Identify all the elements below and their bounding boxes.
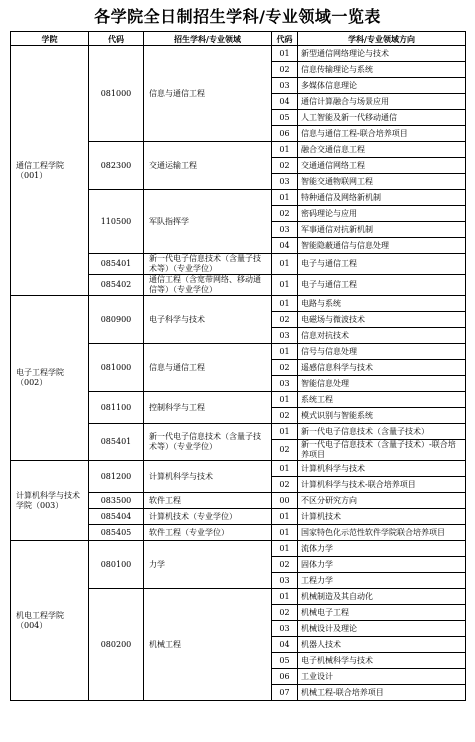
major-name: 新一代电子信息技术（含量子技术等）（专业学位） <box>144 424 272 461</box>
direction-code: 04 <box>272 637 298 653</box>
direction-code: 01 <box>272 254 298 275</box>
major-name: 机械工程 <box>144 589 272 701</box>
table-row <box>11 46 466 62</box>
direction-code: 01 <box>272 275 298 296</box>
direction-name: 机械电子工程 <box>298 605 466 621</box>
direction-name: 计算机科学与技术 <box>298 461 466 477</box>
direction-name: 电磁场与微波技术 <box>298 312 466 328</box>
direction-code: 07 <box>272 685 298 701</box>
major-code: 080100 <box>89 541 144 589</box>
college-name: 通信工程学院 （001） <box>11 46 89 296</box>
direction-code: 02 <box>272 408 298 424</box>
direction-name: 流体力学 <box>298 541 466 557</box>
major-name: 信息与通信工程 <box>144 344 272 392</box>
direction-code: 03 <box>272 573 298 589</box>
major-code: 085404 <box>89 509 144 525</box>
direction-name: 智能隐蔽通信与信息处理 <box>298 238 466 254</box>
direction-name: 电路与系统 <box>298 296 466 312</box>
direction-name: 多媒体信息理论 <box>298 78 466 94</box>
direction-name: 通信计算融合与场景应用 <box>298 94 466 110</box>
direction-name: 机械工程-联合培养项目 <box>298 685 466 701</box>
header-direction-name: 学科/专业领域方向 <box>298 32 466 46</box>
direction-name: 密码理论与应用 <box>298 206 466 222</box>
direction-code: 04 <box>272 238 298 254</box>
major-code: 081200 <box>89 461 144 493</box>
direction-code: 03 <box>272 376 298 392</box>
header-college: 学院 <box>11 32 89 46</box>
direction-code: 01 <box>272 296 298 312</box>
direction-name: 军事通信对抗新机制 <box>298 222 466 238</box>
direction-code: 02 <box>272 158 298 174</box>
direction-name: 信号与信息处理 <box>298 344 466 360</box>
major-code: 085401 <box>89 254 144 275</box>
direction-code: 02 <box>272 605 298 621</box>
direction-code: 03 <box>272 174 298 190</box>
direction-name: 电子与通信工程 <box>298 254 466 275</box>
direction-name: 工业设计 <box>298 669 466 685</box>
major-code: 080900 <box>89 296 144 344</box>
direction-code: 01 <box>272 190 298 206</box>
major-code: 081100 <box>89 392 144 424</box>
college-name: 计算机科学与技术学院（003） <box>11 461 89 541</box>
direction-code: 05 <box>272 110 298 126</box>
direction-name: 特种通信及网络新机制 <box>298 190 466 206</box>
direction-code: 06 <box>272 126 298 142</box>
college-name: 机电工程学院 （004） <box>11 541 89 701</box>
direction-code: 02 <box>272 206 298 222</box>
major-name: 新一代电子信息技术（含量子技术等）（专业学位） <box>144 254 272 275</box>
direction-name: 固体力学 <box>298 557 466 573</box>
major-code: 110500 <box>89 190 144 254</box>
direction-code: 01 <box>272 424 298 440</box>
college-name: 电子工程学院 （002） <box>11 296 89 461</box>
major-name: 计算机科学与技术 <box>144 461 272 493</box>
direction-code: 01 <box>272 509 298 525</box>
major-code: 082300 <box>89 142 144 190</box>
direction-name: 智能信息处理 <box>298 376 466 392</box>
major-name: 软件工程（专业学位） <box>144 525 272 541</box>
direction-name: 融合交通信息工程 <box>298 142 466 158</box>
major-name: 软件工程 <box>144 493 272 509</box>
direction-name: 电子与通信工程 <box>298 275 466 296</box>
direction-name: 模式识别与智能系统 <box>298 408 466 424</box>
direction-name: 交通通信网络工程 <box>298 158 466 174</box>
direction-name: 机械制造及其自动化 <box>298 589 466 605</box>
table-header-row <box>11 32 466 46</box>
direction-name: 信息与通信工程-联合培养项目 <box>298 126 466 142</box>
direction-code: 02 <box>272 360 298 376</box>
direction-name: 国家特色化示范性软件学院联合培养项目 <box>298 525 466 541</box>
major-code: 085402 <box>89 275 144 296</box>
direction-code: 01 <box>272 142 298 158</box>
direction-code: 01 <box>272 46 298 62</box>
header-major-code: 代码 <box>89 32 144 46</box>
major-code: 083500 <box>89 493 144 509</box>
direction-code: 00 <box>272 493 298 509</box>
direction-code: 01 <box>272 589 298 605</box>
direction-code: 05 <box>272 653 298 669</box>
direction-code: 02 <box>272 477 298 493</box>
major-code: 080200 <box>89 589 144 701</box>
direction-name: 遥感信息科学与技术 <box>298 360 466 376</box>
direction-code: 01 <box>272 392 298 408</box>
direction-code: 03 <box>272 328 298 344</box>
direction-name: 信息对抗技术 <box>298 328 466 344</box>
direction-code: 01 <box>272 344 298 360</box>
table-row <box>11 461 466 477</box>
header-major-name: 招生学科/专业领域 <box>144 32 272 46</box>
direction-name: 人工智能及新一代移动通信 <box>298 110 466 126</box>
major-name: 军队指挥学 <box>144 190 272 254</box>
major-name: 控制科学与工程 <box>144 392 272 424</box>
direction-name: 机器人技术 <box>298 637 466 653</box>
major-name: 信息与通信工程 <box>144 46 272 142</box>
table-row <box>11 296 466 312</box>
direction-code: 02 <box>272 440 298 461</box>
direction-code: 06 <box>272 669 298 685</box>
major-code: 081000 <box>89 344 144 392</box>
direction-code: 02 <box>272 557 298 573</box>
direction-code: 01 <box>272 541 298 557</box>
major-name: 通信工程（含宽带网络、移动通信等）（专业学位） <box>144 275 272 296</box>
direction-code: 04 <box>272 94 298 110</box>
major-code: 085401 <box>89 424 144 461</box>
direction-name: 新一代电子信息技术（含量子技术）-联合培养项目 <box>298 440 466 461</box>
direction-name: 计算机技术 <box>298 509 466 525</box>
direction-name: 新型通信网络理论与技术 <box>298 46 466 62</box>
direction-code: 02 <box>272 62 298 78</box>
direction-name: 工程力学 <box>298 573 466 589</box>
table-row <box>11 541 466 557</box>
major-name: 交通运输工程 <box>144 142 272 190</box>
direction-code: 03 <box>272 78 298 94</box>
direction-name: 智能交通物联网工程 <box>298 174 466 190</box>
direction-code: 02 <box>272 312 298 328</box>
direction-code: 03 <box>272 222 298 238</box>
header-direction-code: 代码 <box>272 32 298 46</box>
direction-name: 计算机科学与技术-联合培养项目 <box>298 477 466 493</box>
direction-code: 01 <box>272 461 298 477</box>
major-name: 电子科学与技术 <box>144 296 272 344</box>
program-table <box>10 31 466 701</box>
major-name: 力学 <box>144 541 272 589</box>
major-name: 计算机技术（专业学位） <box>144 509 272 525</box>
direction-name: 新一代电子信息技术（含量子技术） <box>298 424 466 440</box>
direction-name: 电子机械科学与技术 <box>298 653 466 669</box>
direction-name: 系统工程 <box>298 392 466 408</box>
page-title: 各学院全日制招生学科/专业领域一览表 <box>94 7 381 26</box>
direction-name: 信息传输理论与系统 <box>298 62 466 78</box>
major-code: 081000 <box>89 46 144 142</box>
direction-name: 不区分研究方向 <box>298 493 466 509</box>
direction-code: 01 <box>272 525 298 541</box>
direction-name: 机械设计及理论 <box>298 621 466 637</box>
major-code: 085405 <box>89 525 144 541</box>
direction-code: 03 <box>272 621 298 637</box>
